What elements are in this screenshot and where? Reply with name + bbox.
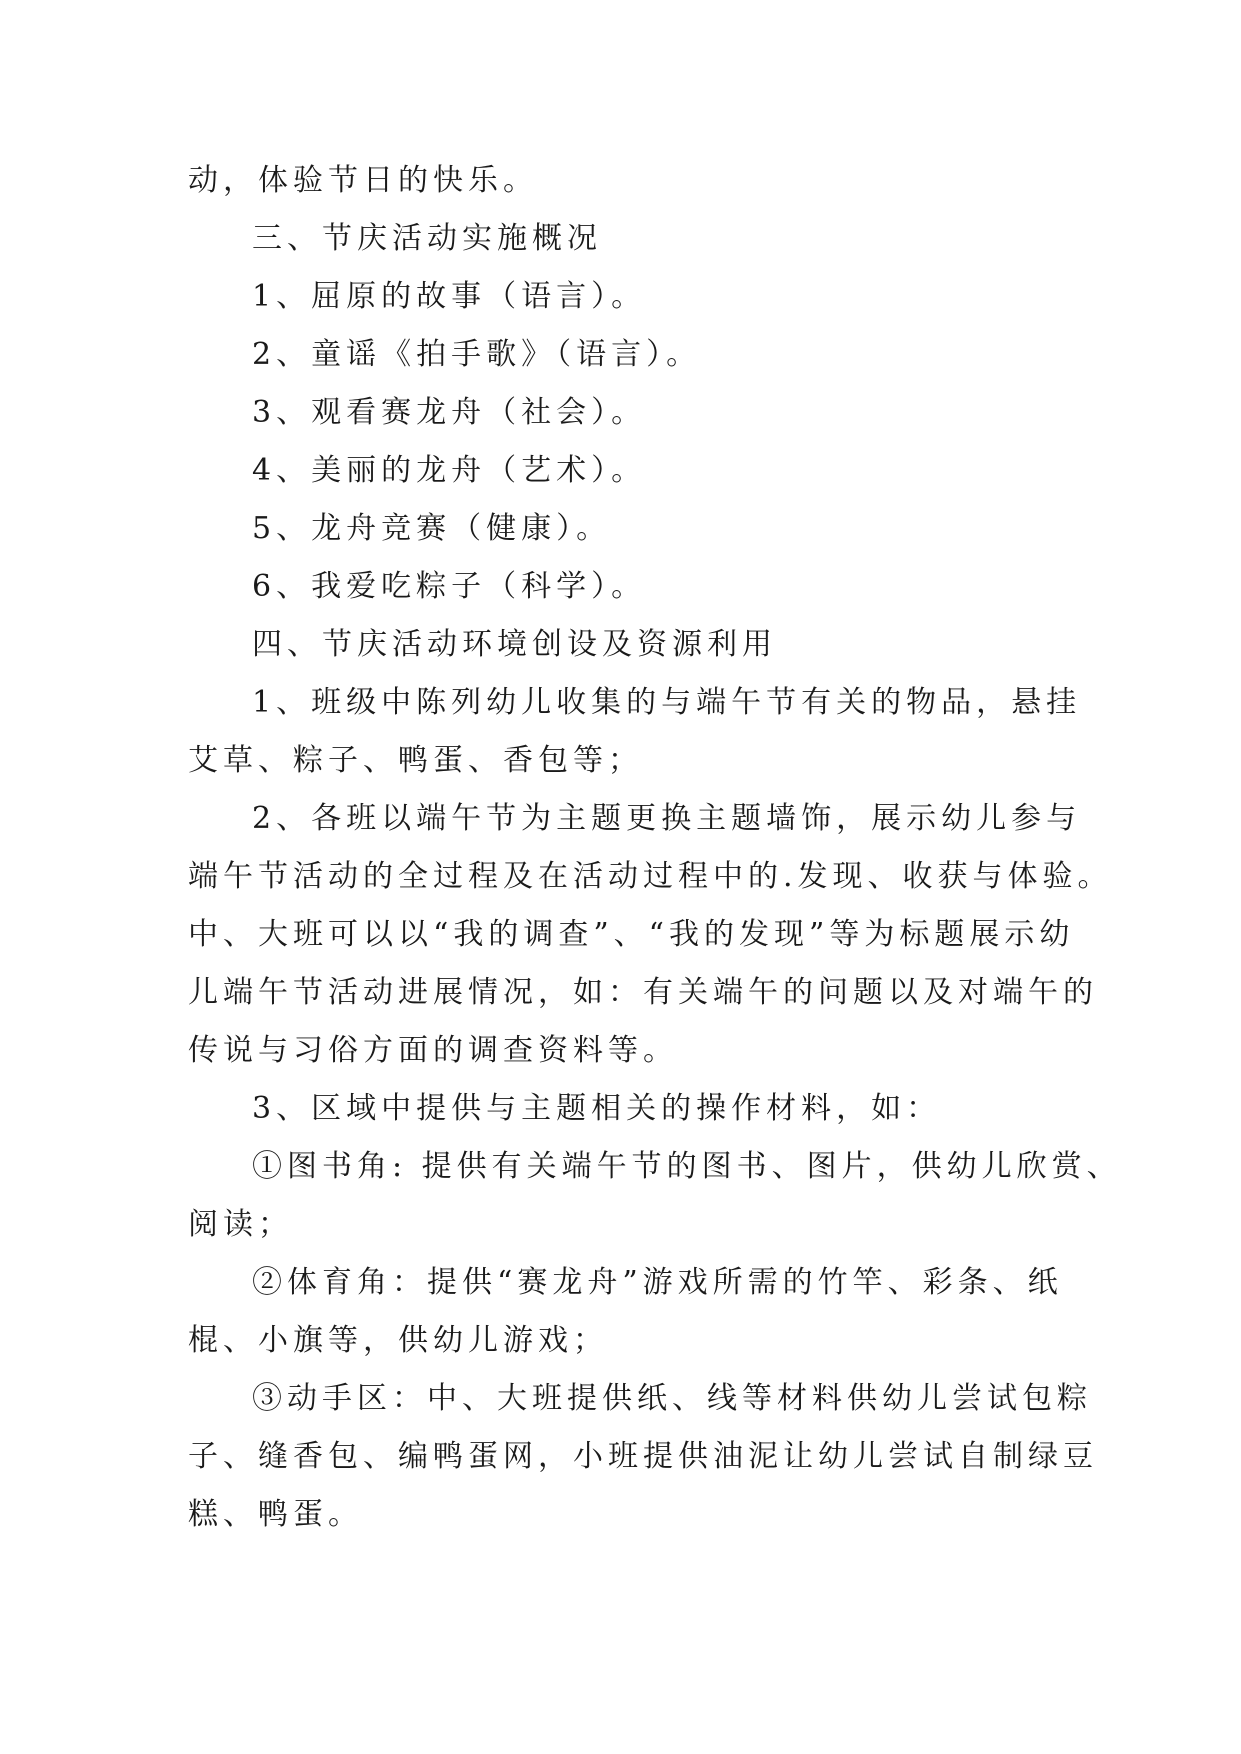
paragraph-line: ②体育角：提供“赛龙舟”游戏所需的竹竿、彩条、纸 (252, 1265, 1063, 1300)
paragraph-line: 2、各班以端午节为主题更换主题墙饰，展示幼儿参与 (252, 801, 1082, 836)
text-line: 动，体验节日的快乐。 (188, 163, 538, 198)
paragraph-line: 阅读； (188, 1207, 293, 1242)
paragraph-line: 棍、小旗等，供幼儿游戏； (188, 1323, 608, 1358)
paragraph-line: 1、班级中陈列幼儿收集的与端午节有关的物品，悬挂 (252, 685, 1082, 720)
paragraph-line: 中、大班可以以“我的调查”、“我的发现”等为标题展示幼 (188, 917, 1075, 952)
paragraph-line: ①图书角: 提供有关端午节的图书、图片，供幼儿欣赏、 (252, 1149, 1122, 1184)
list-item: 6、我爱吃粽子（科学）。 (252, 569, 647, 604)
paragraph-line: 糕、鸭蛋。 (188, 1497, 363, 1532)
paragraph-line: 儿端午节活动进展情况，如：有关端午的问题以及对端午的 (188, 975, 1098, 1010)
document-body (188, 152, 1122, 1544)
paragraph-line: 端午节活动的全过程及在活动过程中的.发现、收获与体验。 (188, 859, 1113, 894)
section-heading: 三、节庆活动实施概况 (252, 221, 602, 256)
section-heading: 四、节庆活动环境创设及资源利用 (252, 627, 777, 662)
list-item: 4、美丽的龙舟（艺术）。 (252, 453, 647, 488)
list-item: 3、观看赛龙舟（社会）。 (252, 395, 647, 430)
paragraph-line: 3、区域中提供与主题相关的操作材料，如： (252, 1091, 942, 1126)
list-item: 5、龙舟竞赛（健康）。 (252, 511, 612, 546)
paragraph-line: ③动手区：中、大班提供纸、线等材料供幼儿尝试包粽 (252, 1381, 1092, 1416)
list-item: 2、童谣《拍手歌》（语言）。 (252, 337, 702, 372)
paragraph-line: 子、缝香包、编鸭蛋网，小班提供油泥让幼儿尝试自制绿豆 (188, 1439, 1098, 1474)
paragraph-line: 传说与习俗方面的调查资料等。 (188, 1033, 678, 1068)
list-item: 1、屈原的故事（语言）。 (252, 279, 647, 314)
paragraph-line: 艾草、粽子、鸭蛋、香包等； (188, 743, 643, 778)
